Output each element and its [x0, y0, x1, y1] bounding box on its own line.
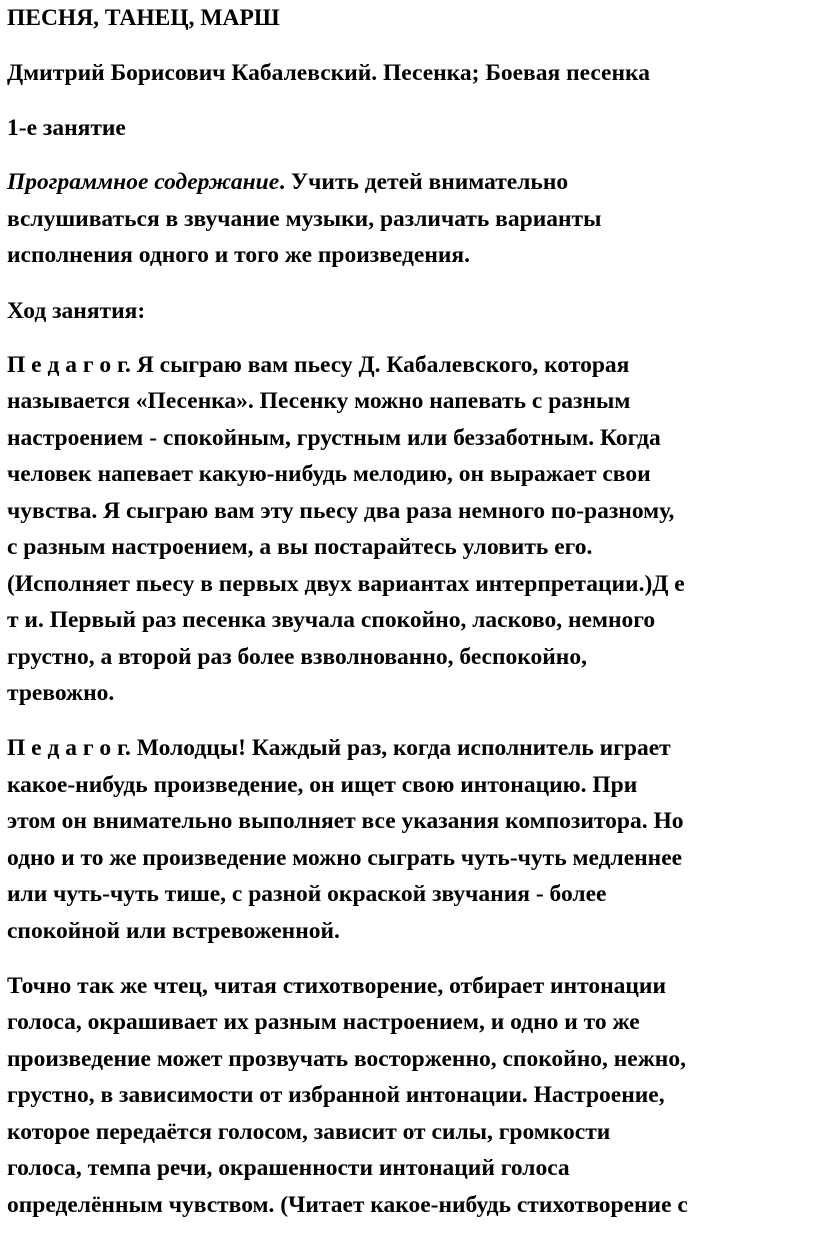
- course-heading: Ход занятия:: [7, 298, 146, 324]
- paragraph1-line: тревожно.: [7, 680, 115, 706]
- paragraph3-line: Точно так же чтец, читая стихотворение, отбирает интонации: [7, 973, 666, 999]
- paragraph2-line: какое-нибудь произведение, он ищет свою интонацию. При: [7, 772, 638, 798]
- paragraph3-line: голоса, темпа речи, окрашенности интонаций голоса: [7, 1155, 570, 1181]
- paragraph1-line: чувства. Я сыграю вам эту пьесу два раза немного по-разному,: [7, 498, 675, 524]
- paragraph3-line: произведение может прозвучать восторженно, спокойно, нежно,: [7, 1046, 686, 1072]
- paragraph1-line: настроением - спокойным, грустным или беззаботным. Когда: [7, 425, 661, 451]
- program-text: . Учить детей внимательно: [279, 169, 569, 195]
- paragraph3-line: определённым чувством. (Читает какое-нибудь стихотворение с: [7, 1192, 688, 1218]
- document-title: ПЕСНЯ, ТАНЕЦ, МАРШ: [7, 5, 280, 31]
- paragraph2-line: одно и то же произведение можно сыграть чуть-чуть медленнее: [7, 845, 683, 871]
- program-line-3: исполнения одного и того же произведения.: [7, 242, 471, 268]
- program-label: Программное содержание: [7, 169, 280, 195]
- document-subtitle: Дмитрий Борисович Кабалевский. Песенка; Боевая песенка: [7, 60, 650, 86]
- paragraph1-line: называется «Песенка». Песенку можно напевать с разным: [7, 388, 631, 414]
- paragraph2-line: этом он внимательно выполняет все указания композитора. Но: [7, 808, 684, 834]
- paragraph2-line: П е д а г о г. Молодцы! Каждый раз, когда исполнитель играет: [7, 735, 671, 761]
- program-line-2: вслушиваться в звучание музыки, различать варианты: [7, 206, 602, 232]
- paragraph3-line: которое передаётся голосом, зависит от силы, громкости: [7, 1119, 611, 1145]
- paragraph1-line: т и. Первый раз песенка звучала спокойно, ласково, немного: [7, 607, 656, 633]
- paragraph1-line: человек напевает какую-нибудь мелодию, он выражает свои: [7, 461, 651, 487]
- paragraph1-line: (Исполняет пьесу в первых двух вариантах интерпретации.)Д е: [7, 571, 685, 597]
- paragraph1-line: П е д а г о г. Я сыграю вам пьесу Д. Кабалевского, которая: [7, 352, 630, 378]
- paragraph2-line: или чуть-чуть тише, с разной окраской звучания - более: [7, 881, 607, 907]
- paragraph1-line: с разным настроением, а вы постарайтесь уловить его.: [7, 534, 593, 560]
- program-line-1: [7, 167, 568, 197]
- paragraph3-line: грустно, в зависимости от избранной интонации. Настроение,: [7, 1082, 665, 1108]
- paragraph3-line: голоса, окрашивает их разным настроением, и одно и то же: [7, 1009, 640, 1035]
- paragraph2-line: спокойной или встревоженной.: [7, 918, 340, 944]
- paragraph1-line: грустно, а второй раз более взволнованно, беспокойно,: [7, 644, 587, 670]
- lesson-number: 1-е занятие: [7, 115, 126, 141]
